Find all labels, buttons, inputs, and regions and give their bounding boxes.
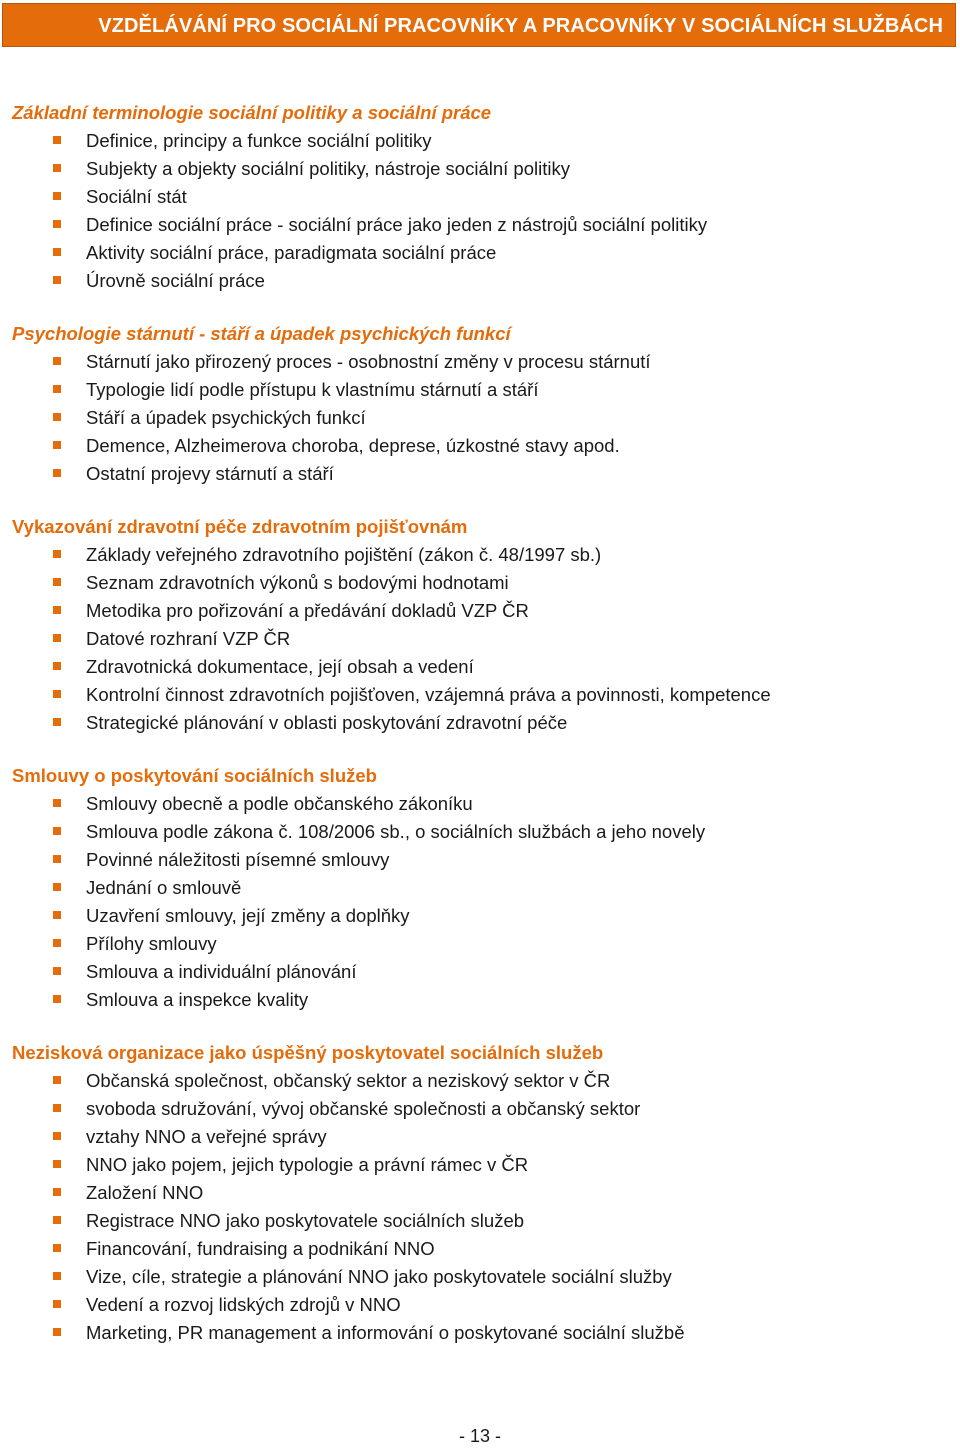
list-item [12, 597, 952, 625]
square-bullet-icon [53, 1272, 61, 1280]
list-item [12, 902, 952, 930]
section-title: Psychologie stárnutí - stáří a úpadek psychických funkcí [12, 323, 511, 344]
square-bullet-icon [53, 1244, 61, 1252]
list-item-text: Definice sociální práce - sociální práce jako jeden z nástrojů sociální politiky [86, 214, 708, 235]
list-item [12, 211, 952, 239]
list-item-text: Definice, principy a funkce sociální politiky [86, 130, 432, 151]
list-item [12, 709, 952, 737]
list-item [12, 541, 952, 569]
list-item-text: Typologie lidí podle přístupu k vlastnímu stárnutí a stáří [86, 379, 539, 400]
list-item [12, 1067, 952, 1095]
list-item-text: Smlouva a individuální plánování [86, 961, 357, 982]
square-bullet-icon [53, 855, 61, 863]
list-item-text: Vize, cíle, strategie a plánování NNO jako poskytovatele sociální služby [86, 1266, 672, 1287]
list-item-text: Smlouva a inspekce kvality [86, 989, 309, 1010]
list-item [12, 790, 952, 818]
list-item [12, 986, 952, 1014]
square-bullet-icon [53, 248, 61, 256]
list-item [12, 127, 952, 155]
square-bullet-icon [53, 550, 61, 558]
document-body [12, 99, 952, 1372]
list-item [12, 460, 952, 488]
list-item [12, 348, 952, 376]
list-item-text: Kontrolní činnost zdravotních pojišťoven, vzájemná práva a povinnosti, kompetence [86, 684, 771, 705]
square-bullet-icon [53, 136, 61, 144]
list-item-text: NNO jako pojem, jejich typologie a právní rámec v ČR [86, 1154, 529, 1175]
list-item [12, 404, 952, 432]
list-item-text: Přílohy smlouvy [86, 933, 217, 954]
square-bullet-icon [53, 1076, 61, 1084]
list-item [12, 1319, 952, 1347]
list-item [12, 155, 952, 183]
header-title: VZDĚLÁVÁNÍ PRO SOCIÁLNÍ PRACOVNÍKY A PRACOVNÍKY V SOCIÁLNÍCH SLUŽBÁCH [98, 15, 943, 37]
list-item [12, 1151, 952, 1179]
square-bullet-icon [53, 634, 61, 642]
list-item [12, 1263, 952, 1291]
list-item-text: Datové rozhraní VZP ČR [86, 628, 291, 649]
square-bullet-icon [53, 164, 61, 172]
list-item-text: Strategické plánování v oblasti poskytování zdravotní péče [86, 712, 568, 733]
square-bullet-icon [53, 1188, 61, 1196]
square-bullet-icon [53, 1300, 61, 1308]
list-item [12, 376, 952, 404]
list-item [12, 1095, 952, 1123]
square-bullet-icon [53, 911, 61, 919]
square-bullet-icon [53, 578, 61, 586]
square-bullet-icon [53, 1104, 61, 1112]
square-bullet-icon [53, 276, 61, 284]
square-bullet-icon [53, 827, 61, 835]
square-bullet-icon [53, 939, 61, 947]
list-item-text: Registrace NNO jako poskytovatele sociálních služeb [86, 1210, 525, 1231]
square-bullet-icon [53, 357, 61, 365]
list-item [12, 625, 952, 653]
section-title: Smlouvy o poskytování sociálních služeb [12, 765, 377, 786]
list-item-text: Základy veřejného zdravotního pojištění (zákon č. 48/1997 sb.) [86, 544, 602, 565]
square-bullet-icon [53, 1132, 61, 1140]
list-item-text: Zdravotnická dokumentace, její obsah a vedení [86, 656, 474, 677]
section-title: Základní terminologie sociální politiky a sociální práce [12, 102, 492, 123]
list-item-text: Subjekty a objekty sociální politiky, nástroje sociální politiky [86, 158, 570, 179]
list-item-text: Metodika pro pořizování a předávání dokladů VZP ČR [86, 600, 529, 621]
square-bullet-icon [53, 469, 61, 477]
list-item-text: Smlouvy obecně a podle občanského zákoníku [86, 793, 473, 814]
square-bullet-icon [53, 413, 61, 421]
square-bullet-icon [53, 799, 61, 807]
list-item [12, 1179, 952, 1207]
list-item-text: Vedení a rozvoj lidských zdrojů v NNO [86, 1294, 401, 1315]
square-bullet-icon [53, 690, 61, 698]
list-item [12, 569, 952, 597]
list-item [12, 267, 952, 295]
list-item [12, 1291, 952, 1319]
list-item [12, 930, 952, 958]
page-number: - 13 - [458, 1426, 501, 1446]
list-item-text: Ostatní projevy stárnutí a stáří [86, 463, 334, 484]
list-item-text: Stárnutí jako přirozený proces - osobnostní změny v procesu stárnutí [86, 351, 651, 372]
list-item-text: Aktivity sociální práce, paradigmata sociální práce [86, 242, 497, 263]
section-basic-terminology [12, 99, 952, 295]
square-bullet-icon [53, 441, 61, 449]
page-header [2, 3, 956, 47]
square-bullet-icon [53, 1160, 61, 1168]
list-item [12, 653, 952, 681]
list-item [12, 681, 952, 709]
section-title: Nezisková organizace jako úspěšný poskytovatel sociálních služeb [12, 1042, 604, 1063]
list-item-text: Stáří a úpadek psychických funkcí [86, 407, 366, 428]
section-health-care-reporting [12, 513, 952, 737]
list-item [12, 1123, 952, 1151]
list-item-text: Demence, Alzheimerova choroba, deprese, úzkostné stavy apod. [86, 435, 620, 456]
list-item-text: Sociální stát [86, 186, 187, 207]
section-psychology-of-aging [12, 320, 952, 488]
square-bullet-icon [53, 718, 61, 726]
list-item-text: Uzavření smlouvy, její změny a doplňky [86, 905, 410, 926]
square-bullet-icon [53, 192, 61, 200]
section-title: Vykazování zdravotní péče zdravotním pojišťovnám [12, 516, 468, 537]
list-item-text: vztahy NNO a veřejné správy [86, 1126, 327, 1147]
list-item-text: Úrovně sociální práce [86, 270, 265, 291]
list-item-text: Občanská společnost, občanský sektor a neziskový sektor v ČR [86, 1070, 611, 1091]
section-service-contracts [12, 762, 952, 1014]
list-item [12, 432, 952, 460]
list-item [12, 818, 952, 846]
list-item [12, 1207, 952, 1235]
list-item [12, 1235, 952, 1263]
list-item [12, 239, 952, 267]
square-bullet-icon [53, 1216, 61, 1224]
square-bullet-icon [53, 967, 61, 975]
list-item-text: Seznam zdravotních výkonů s bodovými hodnotami [86, 572, 509, 593]
list-item-text: Marketing, PR management a informování o poskytované sociální službě [86, 1322, 685, 1343]
list-item [12, 874, 952, 902]
square-bullet-icon [53, 662, 61, 670]
square-bullet-icon [53, 385, 61, 393]
list-item [12, 846, 952, 874]
square-bullet-icon [53, 883, 61, 891]
square-bullet-icon [53, 220, 61, 228]
list-item-text: Založení NNO [86, 1182, 204, 1203]
square-bullet-icon [53, 995, 61, 1003]
list-item-text: Jednání o smlouvě [86, 877, 242, 898]
list-item-text: svoboda sdružování, vývoj občanské společnosti a občanský sektor [86, 1098, 641, 1119]
list-item-text: Financování, fundraising a podnikání NNO [86, 1238, 435, 1259]
list-item-text: Smlouva podle zákona č. 108/2006 sb., o sociálních službách a jeho novely [86, 821, 706, 842]
square-bullet-icon [53, 606, 61, 614]
list-item [12, 183, 952, 211]
list-item-text: Povinné náležitosti písemné smlouvy [86, 849, 390, 870]
list-item [12, 958, 952, 986]
section-nonprofit-organization [12, 1039, 952, 1347]
square-bullet-icon [53, 1328, 61, 1336]
